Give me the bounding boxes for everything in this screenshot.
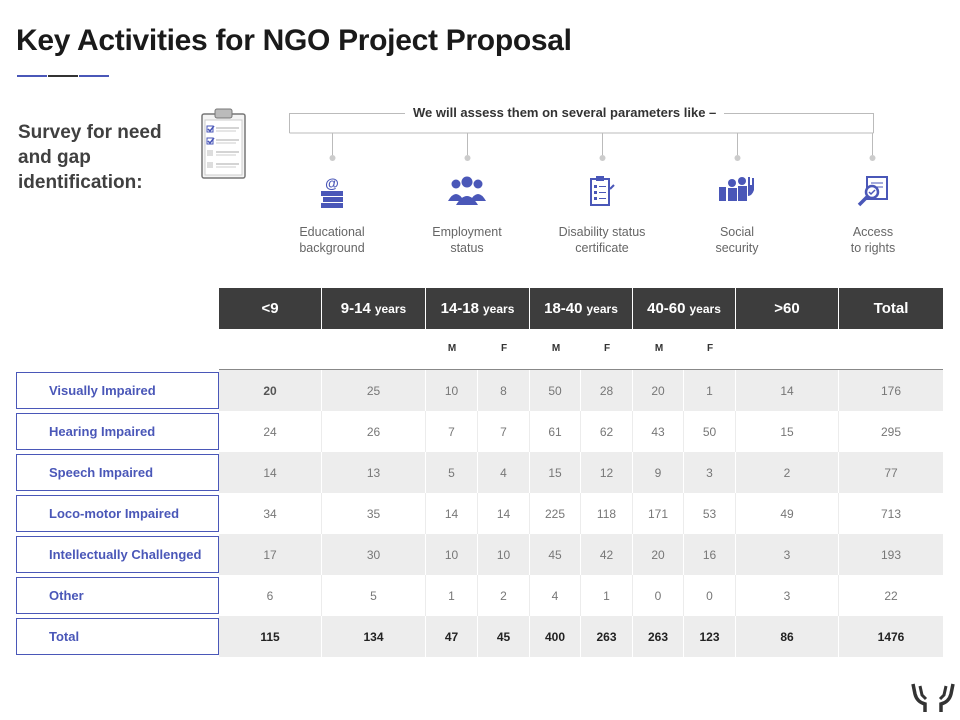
title-underline [48,75,78,77]
table-cell: 50 [684,411,736,452]
header-subtext: years [689,301,721,316]
parameter-label: to rights [850,241,896,255]
col-header-over-60 [736,288,839,329]
table-cell: 193 [880,547,902,562]
table-cell: 4 [478,452,530,493]
parameter-label: Employment [432,225,502,239]
row-label: Intellectually Challenged [16,536,219,573]
subheader-f: F [603,343,611,354]
parameter-label: Social [719,225,755,239]
subheader-f: F [706,343,714,354]
col-header-under-9 [219,288,322,329]
table-cell: 263 [633,616,684,657]
table-cell: 14 [219,452,322,493]
table-cell: 1476 [877,629,905,644]
table-cell: 49 [736,493,839,534]
parameter-disability [542,175,662,256]
header-text: 40-60 [647,300,686,317]
parameter-label: background [299,241,365,255]
table-cell: 61 [530,411,581,452]
parameter-label: status [450,241,484,255]
header-text: 9-14 [340,300,371,317]
table-cell: 20 [219,370,322,411]
table-cell: 86 [736,616,839,657]
table-cell: 1 [426,575,478,616]
education-icon [317,175,347,211]
subheader-m: M [654,343,664,354]
row-label: Other [16,577,219,614]
table-cell: 3 [736,575,839,616]
table-cell: 115 [219,616,322,657]
survey-label: Survey for need and gap identification: [18,122,162,193]
table-cell: 20 [633,534,684,575]
svg-text:@: @ [325,175,339,191]
table-cell: 25 [322,370,426,411]
col-header-40-60 [633,288,736,329]
table-cell: 22 [884,588,898,603]
header-subtext: years [586,301,618,316]
table-cell: 225 [530,493,581,534]
header-text: >60 [774,300,800,317]
table-cell: 2 [478,575,530,616]
table-cell: 43 [633,411,684,452]
table-cell: 14 [736,370,839,411]
table-cell: 50 [530,370,581,411]
table-cell: 45 [530,534,581,575]
row-label: Visually Impaired [16,372,219,409]
table-cell: 3 [736,534,839,575]
header-text: <9 [261,300,279,317]
table-cell: 1 [581,575,633,616]
parameter-label: Access [852,225,894,239]
table-cell: 8 [478,370,530,411]
header-subtext: years [374,301,407,316]
table-cell: 47 [426,616,478,657]
page-title: Key Activities for NGO Project Proposal [16,24,572,57]
table-cell: 45 [478,616,530,657]
row-label: Speech Impaired [16,454,219,491]
table-cell: 12 [581,452,633,493]
table-cell: 15 [530,452,581,493]
access-rights-icon [856,175,890,207]
employment-icon [447,175,487,207]
table-cell: 62 [581,411,633,452]
col-header-9-14 [322,288,426,329]
col-header-18-40 [530,288,633,329]
table-cell: 4 [530,575,581,616]
subheader-m: M [551,343,561,354]
title-underline [17,75,47,77]
table-cell: 14 [426,493,478,534]
parameter-label: certificate [575,241,629,255]
header-text: 14-18 [440,300,479,317]
table-cell: 24 [219,411,322,452]
table-cell: 713 [880,506,902,521]
table-cell: 53 [684,493,736,534]
subheader-f: F [500,343,508,354]
table-cell: 13 [322,452,426,493]
parameter-label: Educational [299,225,365,239]
header-subtext: years [483,301,515,316]
parameter-label: security [715,241,759,255]
table-cell: 42 [581,534,633,575]
table-cell: 0 [633,575,684,616]
table-cell: 171 [633,493,684,534]
table-cell: 400 [530,616,581,657]
certificate-icon [588,175,616,209]
table-cell: 7 [478,411,530,452]
table-cell: 3 [684,452,736,493]
table-cell: 6 [219,575,322,616]
clipboard-checklist-icon [200,108,248,180]
subheader-m: M [447,343,457,354]
header-text: 18-40 [544,300,583,317]
table-cell: 0 [684,575,736,616]
col-header-14-18 [426,288,530,329]
parameter-educational [272,175,392,256]
table-cell: 5 [426,452,478,493]
parameter-label: Disability status [558,225,646,239]
table-cell: 35 [322,493,426,534]
table-cell: 14 [478,493,530,534]
parameter-employment [407,175,527,256]
parameter-heading: We will assess them on several parameters like – [405,105,724,120]
table-cell: 16 [684,534,736,575]
table-cell: 1 [684,370,736,411]
table-cell: 10 [426,370,478,411]
table-cell: 295 [880,424,902,439]
table-cell: 10 [478,534,530,575]
row-label: Loco-motor Impaired [16,495,219,532]
table-cell: 28 [581,370,633,411]
parameter-access [813,175,933,256]
table-cell: 123 [684,616,736,657]
table-cell: 34 [219,493,322,534]
table-cell: 134 [322,616,426,657]
table-cell: 263 [581,616,633,657]
table-cell: 118 [581,493,633,534]
table-cell: 7 [426,411,478,452]
table-cell: 30 [322,534,426,575]
table-cell: 15 [736,411,839,452]
title-underline [79,75,109,77]
row-label: Total [16,618,219,655]
table-cell: 5 [322,575,426,616]
header-text: Total [873,300,909,317]
social-security-icon [718,175,756,205]
hands-logo-icon [910,682,956,712]
table-cell: 2 [736,452,839,493]
row-label: Hearing Impaired [16,413,219,450]
parameter-social-security [677,175,797,256]
table-cell: 17 [219,534,322,575]
table-cell: 26 [322,411,426,452]
table-cell: 77 [884,465,898,480]
col-header-total [839,288,943,329]
table-cell: 9 [633,452,684,493]
parameter-connector [289,113,889,163]
table-cell: 176 [880,383,902,398]
table-cell: 10 [426,534,478,575]
table-cell: 20 [633,370,684,411]
